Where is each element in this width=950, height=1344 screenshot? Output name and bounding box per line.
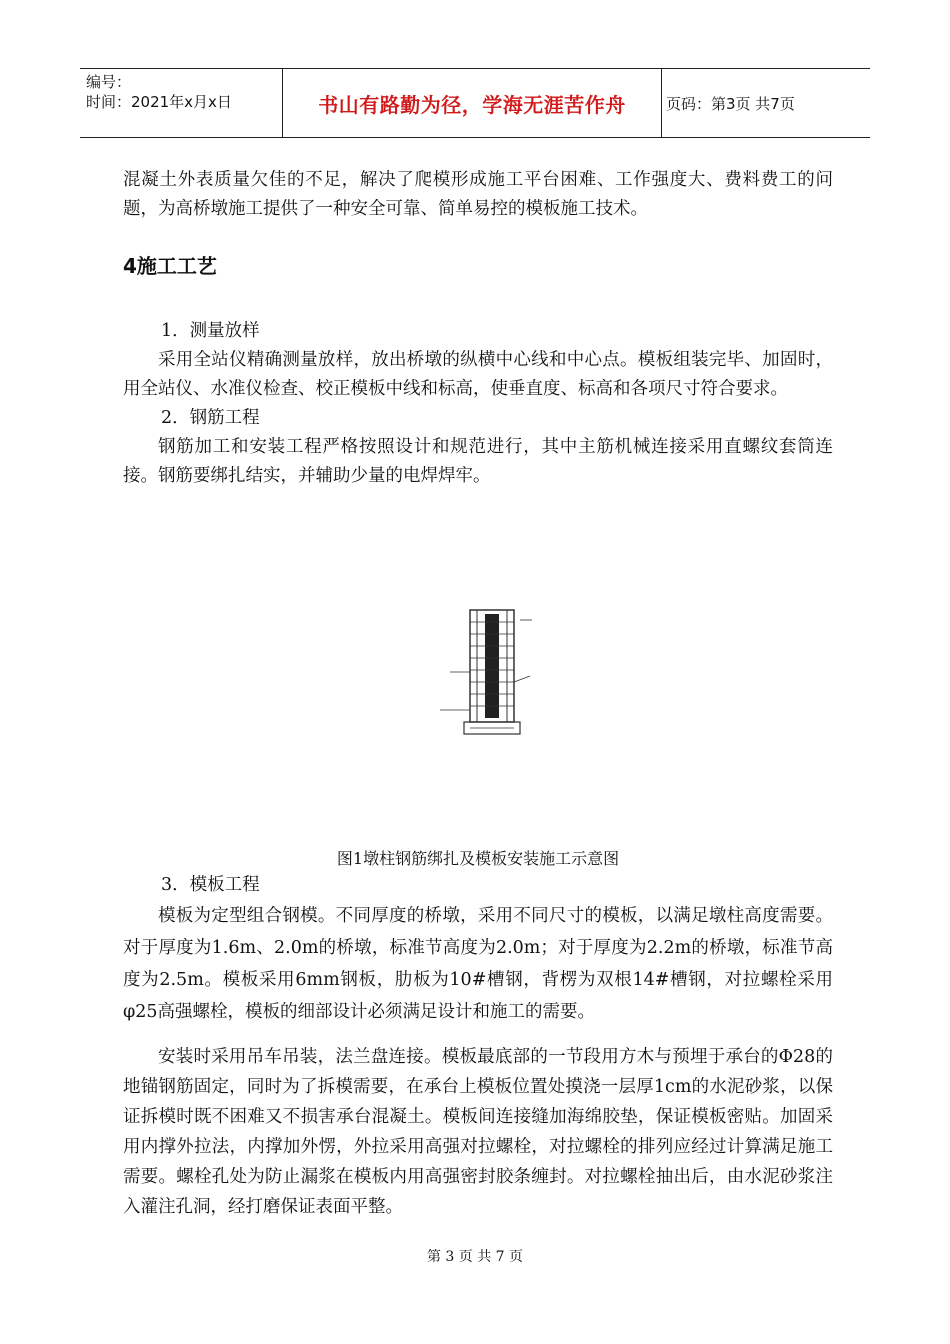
subsection-1-paragraph: 采用全站仪精确测量放样，放出桥墩的纵横中心线和中心点。模板组装完毕、加固时，用全站仪、水准仪检查、校正模板中线和标高，使垂直度、标高和各项尺寸符合要求。 [123,350,833,399]
subsection-3-paragraph-2: 安装时采用吊车吊装，法兰盘连接。模板最底部的一节段用方木与预埋于承台的Φ28的地锚钢筋固定，同时为了拆模需要，在承台上模板位置处摸浇一层厚1cm的水泥砂浆，以保证拆模时既不困难又不损害承台混凝土。模板间连接缝加海绵胶垫，保证模板密贴。加固采用内撑外拉法，内撑加外愣，外拉采用高强对拉螺栓，对拉螺栓的排列应经过计算满足施工需要。螺栓孔处为防止漏浆在模板内用高强密封胶条缠封。对拉螺栓抽出后，由水泥砂浆注入灌注孔洞，经打磨保证表面平整。 [123,1047,833,1217]
subsection-2-title: 2．钢筋工程 [161,408,260,428]
subsection-1-title: 1．测量放样 [161,321,260,341]
subsection-3-block [123,871,833,1222]
figure-caption-block [123,846,833,869]
subsection-3-paragraph-1: 模板为定型组合钢模。不同厚度的桥墩，采用不同尺寸的模板，以满足墩柱高度需要。对于厚度为1.6m、2.0m的桥墩，标准节高度为2.0m；对于厚度为2.2m的桥墩，标准节高度为2.5m。模板采用6mm钢板，肋板为10#槽钢，背楞为双根14#槽钢，对拉螺栓采用φ25高强螺栓，模板的细部设计必须满足设计和施工的需要。 [123,906,833,1022]
subsection-2-paragraph: 钢筋加工和安装工程严格按照设计和规范进行，其中主筋机械连接采用直螺纹套筒连接。钢筋要绑扎结实，并辅助少量的电焊焊牢。 [123,437,833,486]
page-header [80,68,870,138]
page-footer: 第 3 页 共 7 页 [426,1249,524,1265]
figure-caption: 图1墩柱钢筋绑扎及模板安装施工示意图 [336,849,620,868]
pier-formwork-diagram [430,600,570,745]
header-date-label: 时间：2021年x月x日 [86,93,232,111]
header-motto: 书山有路勤为径，学海无涯苦作舟 [318,92,626,117]
section-heading-block [123,250,833,279]
header-motto-cell [282,69,662,137]
header-number-label: 编号： [86,73,132,91]
intro-paragraph: 混凝土外表质量欠佳的不足，解决了爬模形成施工平台困难、工作强度大、费料费工的问题，为高桥墩施工提供了一种安全可靠、简单易控的模板施工技术。 [123,170,833,219]
subsection-3-title: 3．模板工程 [161,875,260,895]
header-meta [80,69,282,137]
intro-paragraph-block [123,166,833,224]
section-title: 4施工工艺 [123,254,217,278]
section-body [123,317,833,491]
header-page-label: 页码：第3页 共7页 [666,94,795,113]
